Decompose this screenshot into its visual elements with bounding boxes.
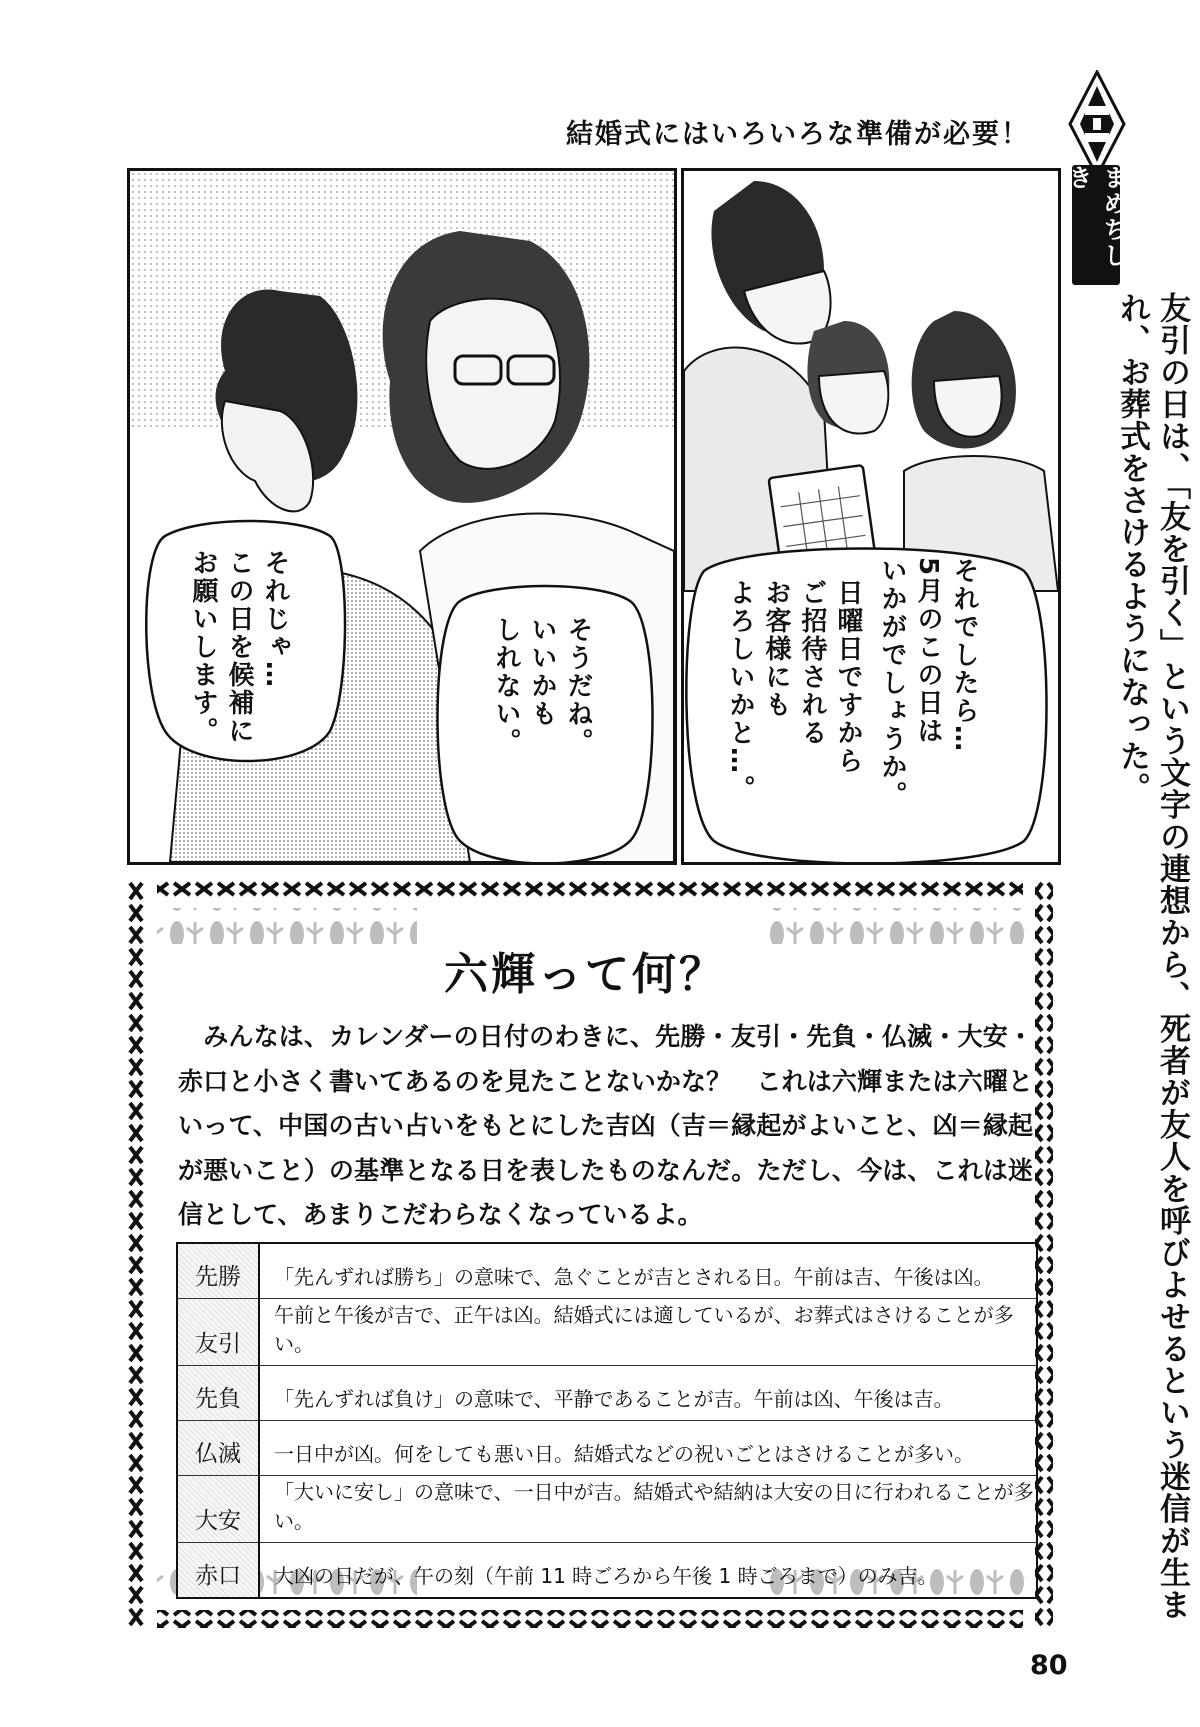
table-row bbox=[177, 1299, 1037, 1366]
rokki-term: 先勝 bbox=[177, 1243, 259, 1299]
rokki-meaning: 一日中が凶。何をしても悪い日。結婚式などの祝いごとはさけることが多い。 bbox=[259, 1421, 1037, 1476]
rokki-term: 赤口 bbox=[177, 1543, 259, 1599]
rokki-meaning: 「先んずれば負け」の意味で、平静であることが吉。午前は凶、午後は吉。 bbox=[259, 1366, 1037, 1421]
page-number: 80 bbox=[1030, 1650, 1068, 1681]
rokki-term: 大安 bbox=[177, 1476, 259, 1543]
page-header-title: 結婚式にはいろいろな準備が必要！ bbox=[566, 119, 1030, 150]
table-row bbox=[177, 1366, 1037, 1421]
section-body-text: みんなは、カレンダーの日付のわきに、先勝・友引・先負・仏滅・大安・赤口と小さく書いてあるのを見たことないかな？ これは六輝または六曜といって、中国の古い占いをもとにした吉凶（吉＝縁起がよいこと、凶＝縁起が悪いこと）の基準となる日を表したものなんだ。ただし、今は、これは迷信として、あまりこだわらなくなっているよ。 bbox=[178, 1022, 1033, 1229]
speech-bubble-text: それでしたら… 5月のこの日は いかがでしょうか。 bbox=[877, 557, 979, 809]
speech-bubble-text: 日曜日ですから ご招待される お客様にも よろしいかと…。 bbox=[725, 579, 863, 803]
panel-left-artwork bbox=[130, 171, 674, 862]
rokki-term: 先負 bbox=[177, 1366, 259, 1421]
rokki-meaning: 午前と午後が吉で、正午は凶。結婚式には適しているが、お葬式はさけることが多い。 bbox=[259, 1299, 1037, 1366]
rokki-meaning: 大凶の日だが、午の刻（午前 11 時ごろから午後 1 時ごろまで）のみ吉。 bbox=[274, 1564, 938, 1588]
rokki-term: 仏滅 bbox=[177, 1421, 259, 1476]
manga-panel-right bbox=[681, 168, 1061, 865]
rokki-table bbox=[176, 1242, 1038, 1599]
rokki-term: 友引 bbox=[177, 1299, 259, 1366]
trivia-text: 友引の日は、「友を引く」という文字の連想から、死者が友人を呼びよせるという迷信が生まれ、お葬式をさけるようになった。 bbox=[1114, 292, 1190, 1621]
manga-panel-left bbox=[127, 168, 677, 865]
table-row bbox=[177, 1476, 1037, 1543]
table-row bbox=[177, 1243, 1037, 1299]
table-row bbox=[177, 1421, 1037, 1476]
section-title: 六輝って何？ bbox=[444, 949, 726, 1000]
rokki-meaning: 「大いに安し」の意味で、一日中が吉。結婚式や結納は大安の日に行われることが多い。 bbox=[259, 1476, 1037, 1543]
rokki-meaning: 「先んずれば勝ち」の意味で、急ぐことが吉とされる日。午前は吉、午後は凶。 bbox=[259, 1243, 1037, 1299]
table-row bbox=[177, 1543, 1037, 1599]
trivia-label: まめちしき bbox=[1072, 165, 1120, 285]
speech-bubble-text: そうだね。 いいかも しれない。 bbox=[491, 616, 593, 756]
speech-bubble-text: それじゃ… この日を候補に お願いします。 bbox=[188, 549, 290, 745]
diamond-emblem-icon bbox=[1066, 70, 1128, 178]
